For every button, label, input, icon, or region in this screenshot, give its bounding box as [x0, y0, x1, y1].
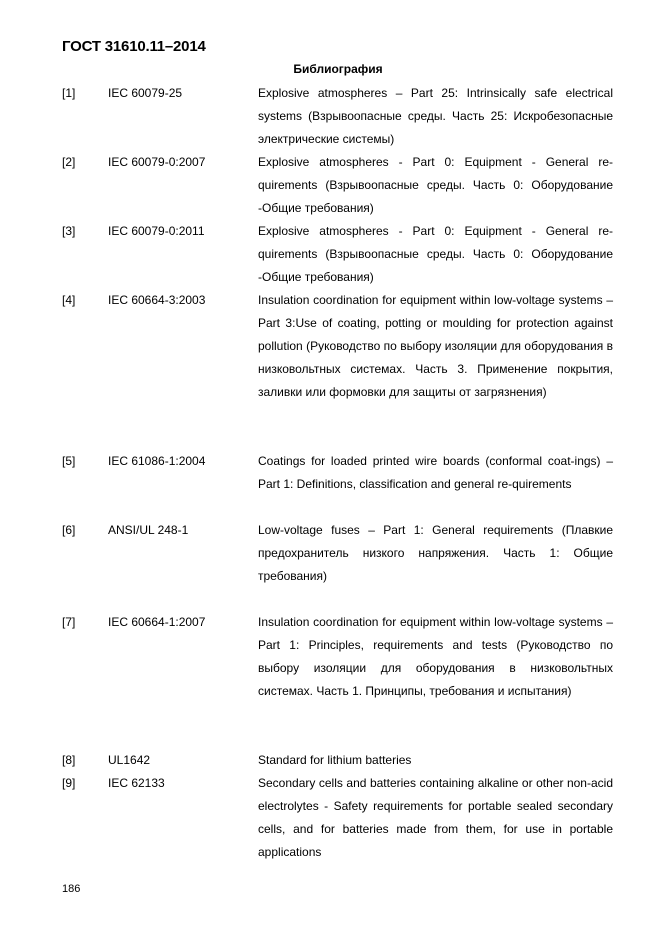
bibliography-entry-9 — [62, 772, 613, 864]
bibliography-entry-2 — [62, 151, 613, 220]
entry-title: Explosive atmospheres - Part 0: Equipment - General re-quirements (Взрывоопасные среды. Часть 0: Оборудование -Общие требования) — [258, 155, 613, 215]
entry-number: [3] — [62, 224, 76, 238]
entry-standard: IEC 60079-0:2007 — [108, 155, 206, 169]
section-title: Библиография — [293, 62, 383, 76]
entry-standard: IEC 60079-0:2011 — [108, 224, 205, 238]
entry-standard: IEC 61086-1:2004 — [108, 454, 206, 468]
entry-number: [8] — [62, 753, 76, 767]
entry-standard: IEC 60079-25 — [108, 86, 183, 100]
entry-number: [6] — [62, 523, 76, 537]
entry-standard: ANSI/UL 248-1 — [108, 523, 189, 537]
entry-standard: IEC 60664-3:2003 — [108, 293, 206, 307]
bibliography-entry-5 — [62, 450, 613, 496]
bibliography-entry-6 — [62, 519, 613, 588]
entry-title: Secondary cells and batteries containing alkaline or other non-acid electrolytes - Safety requirements for portable sealed secondary cells, and for batteries made from them, for use in portable applications — [258, 776, 613, 859]
entry-title: Insulation coordination for equipment within low-voltage systems – Part 3:Use of coating, potting or moulding for protection against pollution (Руководство по выбору изоляции для оборудования в низковольтных системах. Часть 3. Применение покрытия, заливки или формовки для защиты от загрязнения) — [258, 293, 613, 399]
entry-title: Explosive atmospheres – Part 25: Intrinsically safe electrical systems (Взрывоопасные среды. Часть 25: Искробезопасные электрические системы) — [258, 86, 613, 146]
entry-title: Explosive atmospheres - Part 0: Equipment - General re-quirements (Взрывоопасные среды. Часть 0: Оборудование -Общие требования) — [258, 224, 613, 284]
bibliography-entry-3 — [62, 220, 613, 289]
entry-title: Standard for lithium batteries — [258, 753, 412, 767]
bibliography-entry-7 — [62, 611, 613, 703]
entry-number: [7] — [62, 615, 76, 629]
entry-number: [5] — [62, 454, 76, 468]
entry-standard: IEC 62133 — [108, 776, 165, 790]
bibliography-entry-4 — [62, 289, 613, 404]
page-number: 186 — [62, 883, 81, 895]
bibliography-entry-8 — [62, 749, 613, 772]
entry-number: [4] — [62, 293, 76, 307]
entry-standard: UL1642 — [108, 753, 151, 767]
document-header: ГОСТ 31610.11–2014 — [62, 38, 206, 55]
entry-standard: IEC 60664-1:2007 — [108, 615, 206, 629]
bibliography-entry-1 — [62, 82, 613, 151]
entry-title: Insulation coordination for equipment within low-voltage systems – Part 1: Principles, requirements and tests (Руководство по выбору изоляции для оборудования в низковольтных системах. Часть 1. Принципы, требования и испытания) — [258, 615, 613, 698]
entry-number: [1] — [62, 86, 76, 100]
entry-number: [2] — [62, 155, 76, 169]
entry-number: [9] — [62, 776, 76, 790]
entry-title: Coatings for loaded printed wire boards (conformal coat-ings) – Part 1: Definitions, classification and general re-quirements — [258, 454, 613, 491]
entry-title: Low-voltage fuses – Part 1: General requirements (Плавкие предохранитель низкого напряжения. Часть 1: Общие требования) — [258, 523, 613, 583]
